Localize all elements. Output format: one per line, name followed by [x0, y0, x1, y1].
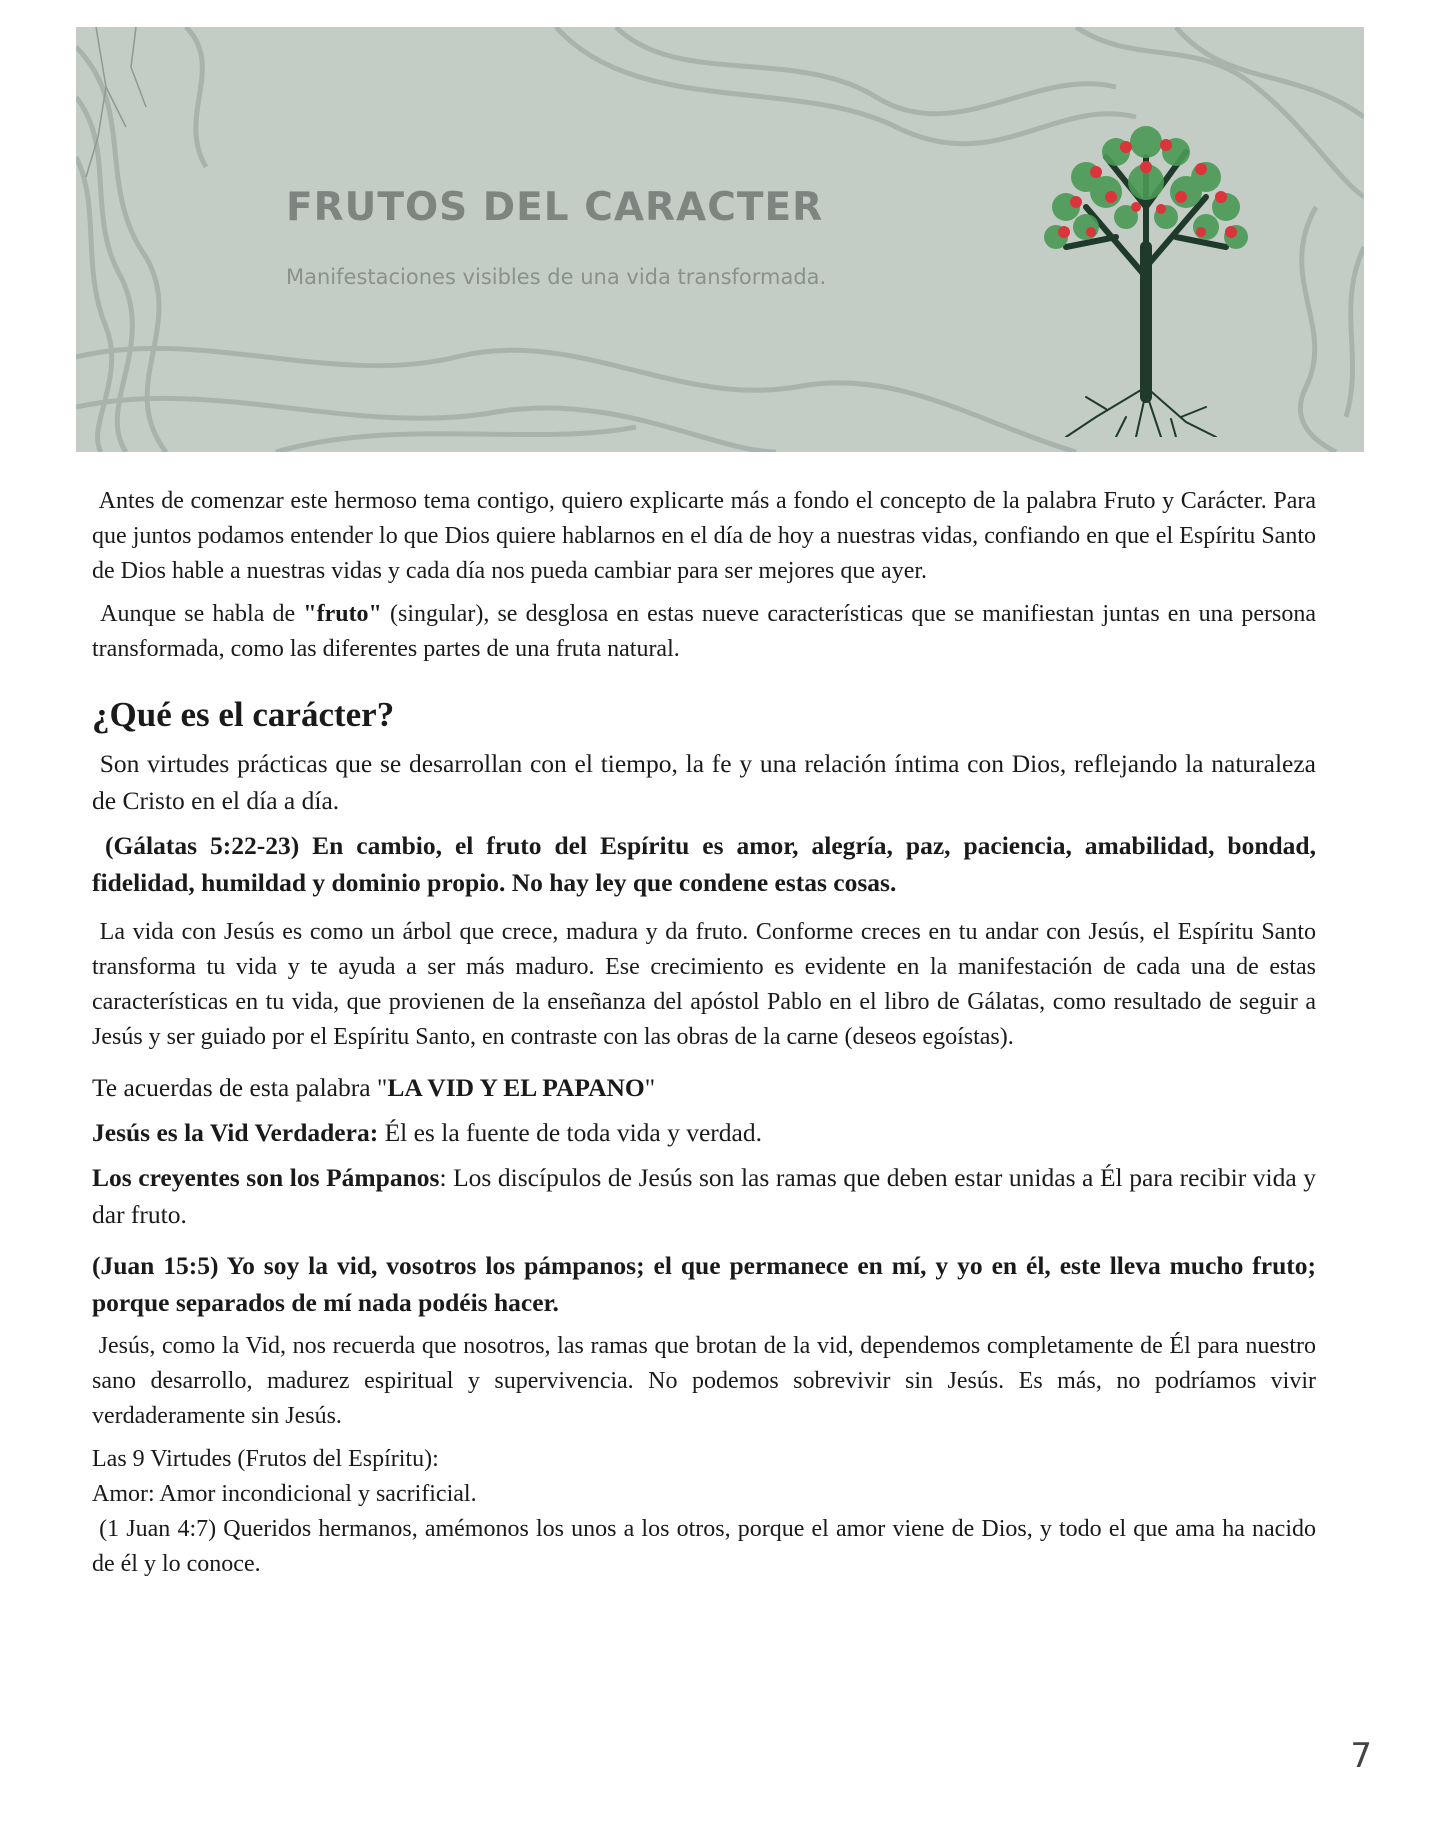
vid-reference: Te acuerdas de esta palabra "LA VID Y EL PAPANO"	[92, 1073, 656, 1102]
life-with-jesus-paragraph: La vida con Jesús es como un árbol que crece, madura y da fruto. Conforme creces en tu andar con Jesús, el Espíritu Santo transforma tu vida y te ayuda a ser más maduro. Ese crecimiento es evidente en la manifestación de cada una de estas características en tu vida, que provienen de la enseñanza del apóstol Pablo en el libro de Gálatas, como resultado de seguir a Jesús y ser guiado por el Espíritu Santo, en contraste con las obras de la carne (deseos egoístas).	[92, 919, 1316, 1050]
tree-illustration	[976, 97, 1316, 437]
jesus-vid-line: Jesús es la Vid Verdadera: Él es la fuente de toda vida y verdad.	[92, 1118, 762, 1147]
galatas-verse: (Gálatas 5:22-23) En cambio, el fruto del Espíritu es amor, alegría, paz, paciencia, amabilidad, bondad, fidelidad, humildad y dominio propio. No hay ley que condene estas cosas.	[92, 831, 1316, 897]
page-number: 7	[1350, 1736, 1372, 1776]
banner-subtitle: Manifestaciones visibles de una vida transformada.	[286, 265, 827, 289]
juan-4-verse: (1 Juan 4:7) Queridos hermanos, amémonos los unos a los otros, porque el amor viene de Dios, y todo el que ama ha nacido de él y lo conoce.	[92, 1516, 1317, 1577]
character-definition: Son virtudes prácticas que se desarrollan con el tiempo, la fe y una relación íntima con Dios, reflejando la naturaleza de Cristo en el día a día.	[92, 749, 1316, 815]
intro-paragraph-1: Antes de comenzar este hermoso tema contigo, quiero explicarte más a fondo el concepto de la palabra Fruto y Carácter. Para que juntos podamos entender lo que Dios quiere hablarnos en el día de hoy a nuestras vidas, confiando en que el Espíritu Santo de Dios hable a nuestras vidas y cada día nos pueda cambiar para ser mejores que ayer.	[92, 488, 1316, 584]
amor-line: Amor: Amor incondicional y sacrificial.	[92, 1481, 477, 1507]
jesus-vid-paragraph: Jesús, como la Vid, nos recuerda que nosotros, las ramas que brotan de la vid, dependemos completamente de Él para nuestro sano desarrollo, madurez espiritual y supervivencia. No podemos sobrevivir sin Jesús. Es más, no podríamos vivir verdaderamente sin Jesús.	[92, 1333, 1317, 1429]
creyentes-line: Los creyentes son los Pámpanos: Los discípulos de Jesús son las ramas que deben estar unidas a Él para recibir vida y dar fruto.	[92, 1163, 1316, 1229]
header-banner	[76, 27, 1364, 452]
document-body	[92, 484, 1316, 1582]
virtues-title: Las 9 Virtudes (Frutos del Espíritu):	[92, 1446, 439, 1472]
fruto-bold: "fruto"	[303, 601, 382, 627]
section-heading: ¿Qué es el carácter?	[92, 695, 395, 734]
juan-verse: (Juan 15:5) Yo soy la vid, vosotros los pámpanos; el que permanece en mí, y yo en él, este lleva mucho fruto; porque separados de mí nada podéis hacer.	[92, 1251, 1316, 1317]
intro-paragraph-2: Aunque se habla de "fruto" (singular), se desglosa en estas nueve características que se manifiestan juntas en una persona transformada, como las diferentes partes de una fruta natural.	[92, 601, 1316, 662]
banner-title: FRUTOS DEL CARACTER	[286, 185, 824, 230]
